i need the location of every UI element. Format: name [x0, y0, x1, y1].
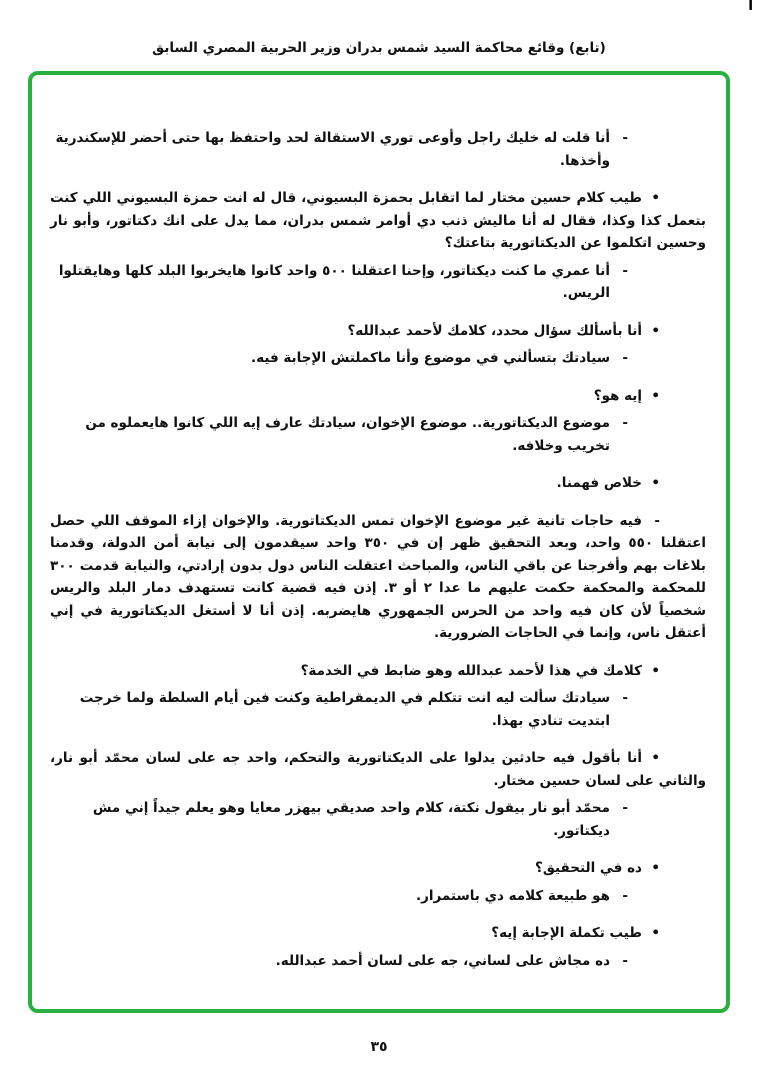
corner-artifact-mark: ا: [748, 0, 753, 12]
qa-item: [50, 260, 706, 305]
item-text: أنا بأقول فيه حادثين يدلوا على الديكتاتورية والتحكم، واحد جه على لسان محمّد أبو نار، والثاني على لسان حسين مختار.: [50, 750, 706, 789]
dash-marker: -: [622, 262, 628, 279]
bullet-marker: •: [651, 662, 660, 679]
dash-marker: -: [622, 800, 628, 816]
dash-marker: -: [622, 887, 628, 904]
bullet-marker: •: [651, 322, 660, 339]
dash-marker: -: [622, 350, 628, 366]
dash-marker: -: [622, 415, 628, 431]
qa-item: [50, 347, 706, 370]
item-text: كلامك في هذا لأحمد عبدالله وهو ضابط في الخدمة؟: [300, 662, 642, 679]
item-text: فيه حاجات تانية غير موضوع الإخوان تمس الديكتاتورية. والإخوان إزاء الموقف اللي حصل اعتقلنا ٥٥٠ واحد، وبعد التحقيق ظهر إن في ٣٥٠ واحد سيقدمون إلى نيابة أمن الدولة، وقدمنا بلاغات بهم وأفرجنا عن باقي الناس، والمباحث اعتقلت الناس دول بدون إرادتي، والنيابة قدمت ٣٠٠ للمحكمة والمحكمة حكمت عليهم ما عدا ٢ أو ٣. إذن فيه قضية كانت تستهدف دمار البلد والريس شخصياً لأن كان فيه واحد من الحرس الجمهوري هايضربه. إذن أنا لا أستغل الديكتاتورية في إني أعتقل ناس، وإنما في الحاجات الضرورية.: [50, 512, 706, 641]
item-text: أنا عمري ما كنت ديكتاتور، وإحنا اعتقلنا ٥٠٠ واحد كانوا هايخربوا البلد كلها وهايقتلوا الريس.: [58, 262, 610, 301]
transcript-content: [32, 75, 726, 972]
item-text: طيب تكملة الإجابة إيه؟: [491, 925, 642, 941]
qa-item: [50, 885, 706, 908]
dash-marker: -: [622, 690, 628, 706]
item-text: ده مجاش على لساني، جه على لسان أحمد عبدالله.: [275, 952, 610, 969]
qa-item: [50, 950, 706, 973]
qa-item: [50, 660, 706, 683]
dash-marker: -: [654, 512, 660, 529]
qa-item: [50, 472, 706, 495]
item-text: أنا بأسألك سؤال محدد، كلامك لأحمد عبدالله؟: [347, 322, 642, 339]
bullet-marker: •: [651, 750, 660, 766]
page-header-title: (تابع) وقائع محاكمة السيد شمس بدران وزير الحربية المصري السابق: [152, 40, 606, 56]
item-text: هو طبيعة كلامه دي باستمرار.: [415, 887, 610, 904]
item-text: طيب كلام حسين مختار لما اتقابل بحمزة البسيوني، قال له انت حمزة البسيوني اللي كنت بتعمل كذا وكذا، فقال له أنا ماليش ذنب دي أوامر شمس بدران، مما يدل على انك دكتاتور، وأبو نار وحسين اتكلموا عن الديكتاتورية بتاعتك؟: [50, 190, 706, 251]
bullet-marker: •: [651, 475, 660, 491]
qa-item: [50, 187, 706, 255]
dash-marker: -: [622, 952, 628, 969]
item-text: ده في التحقيق؟: [535, 860, 642, 876]
item-text: خلاص فهمنا.: [556, 475, 642, 491]
qa-item: [50, 510, 706, 645]
qa-item: [50, 922, 706, 945]
item-text: أنا قلت له خليك راجل وأوعى توري الاستقالة لحد واحتفظ بها حتى أحضر للإسكندرية وأخذها.: [55, 130, 610, 169]
bullet-marker: •: [651, 925, 660, 941]
qa-item: [50, 797, 706, 842]
item-text: موضوع الديكتاتورية.. موضوع الإخوان، سيادتك عارف إيه اللي كانوا هايعملوه من تخريب وخلافه.: [85, 415, 610, 454]
qa-item: [50, 385, 706, 408]
item-text: سيادتك سألت ليه انت تتكلم في الديمقراطية وكنت فين أيام السلطة ولما خرجت ابتديت تنادي بهذا.: [79, 690, 610, 729]
item-text: إيه هو؟: [593, 387, 642, 404]
bullet-marker: •: [651, 387, 660, 404]
page-frame: [28, 71, 730, 1013]
qa-item: [50, 687, 706, 732]
item-text: محمّد أبو نار بيقول نكتة، كلام واحد صديقي بيهزر معايا وهو يعلم جيداً إني مش ديكتاتور.: [92, 800, 610, 839]
qa-item: [50, 747, 706, 792]
bullet-marker: •: [651, 190, 660, 206]
bullet-marker: •: [651, 860, 660, 876]
qa-item: [50, 412, 706, 457]
qa-item: [50, 127, 706, 172]
dash-marker: -: [622, 130, 628, 146]
qa-item: [50, 320, 706, 343]
qa-item: [50, 857, 706, 880]
item-text: سيادتك بتسألني في موضوع وأنا ماكملتش الإجابة فيه.: [251, 350, 610, 366]
page-number: ٣٥: [370, 1039, 388, 1055]
